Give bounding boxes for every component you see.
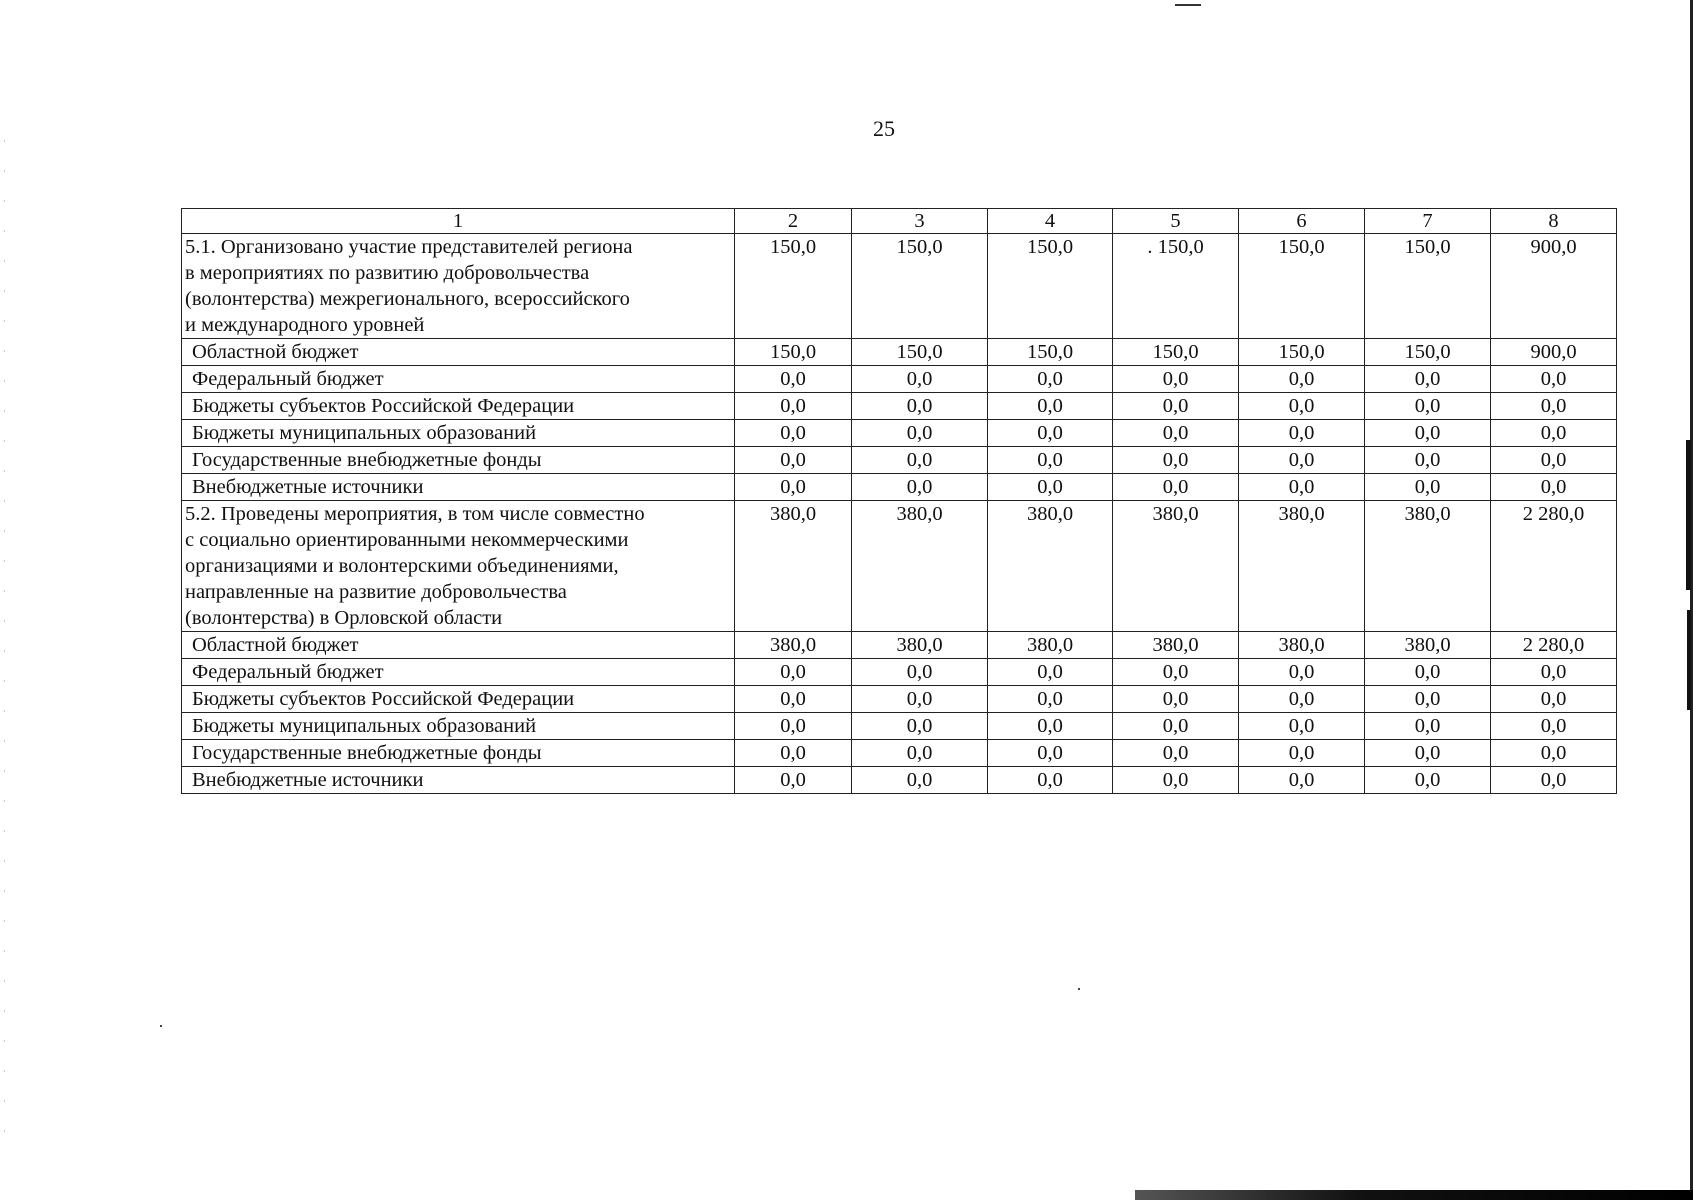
funding-source-label: Федеральный бюджет: [182, 659, 735, 686]
funding-value-cell: 150,0: [1113, 339, 1239, 366]
funding-value-cell: 0,0: [1239, 474, 1365, 501]
header-cell: 2: [735, 209, 852, 234]
funding-value-cell: 380,0: [1239, 632, 1365, 659]
header-cell: 8: [1491, 209, 1617, 234]
section-row: [182, 234, 1617, 339]
scan-dash-mark: [1175, 4, 1201, 6]
funding-value-cell: 0,0: [1113, 366, 1239, 393]
funding-value-cell: 380,0: [852, 632, 988, 659]
funding-value-cell: 0,0: [1113, 713, 1239, 740]
funding-value-cell: 0,0: [852, 420, 988, 447]
budget-table: [181, 208, 1617, 794]
funding-value-cell: 150,0: [1239, 339, 1365, 366]
funding-value-cell: 0,0: [988, 447, 1113, 474]
funding-value-cell: 0,0: [988, 420, 1113, 447]
section-value-cell: 380,0: [852, 501, 988, 632]
header-cell: 6: [1239, 209, 1365, 234]
funding-value-cell: 0,0: [1491, 740, 1617, 767]
section-row: [182, 501, 1617, 632]
funding-value-cell: 0,0: [1113, 474, 1239, 501]
funding-row: [182, 420, 1617, 447]
funding-value-cell: 0,0: [1365, 659, 1491, 686]
funding-value-cell: 0,0: [1491, 713, 1617, 740]
funding-value-cell: 0,0: [1365, 366, 1491, 393]
funding-source-label: Областной бюджет: [182, 632, 735, 659]
funding-row: [182, 767, 1617, 794]
funding-value-cell: 0,0: [735, 740, 852, 767]
funding-value-cell: 0,0: [1239, 366, 1365, 393]
funding-value-cell: 0,0: [1491, 686, 1617, 713]
funding-value-cell: 0,0: [852, 713, 988, 740]
funding-source-label: Бюджеты муниципальных образований: [182, 420, 735, 447]
funding-value-cell: 150,0: [735, 339, 852, 366]
funding-value-cell: 150,0: [852, 339, 988, 366]
funding-row: [182, 366, 1617, 393]
funding-value-cell: 380,0: [735, 632, 852, 659]
funding-row: [182, 393, 1617, 420]
funding-row: [182, 447, 1617, 474]
section-title-line: 5.2. Проведены мероприятия, в том числе совместно: [185, 503, 645, 525]
section-title-line: с социально ориентированными некоммерческими: [185, 529, 629, 551]
funding-value-cell: 0,0: [1365, 447, 1491, 474]
funding-value-cell: 0,0: [1113, 393, 1239, 420]
funding-value-cell: 0,0: [852, 740, 988, 767]
section-value-cell: 150,0: [735, 234, 852, 339]
funding-source-label: Бюджеты субъектов Российской Федерации: [182, 686, 735, 713]
funding-value-cell: 0,0: [852, 447, 988, 474]
section-title-line: и международного уровней: [185, 314, 425, 336]
scan-edge-mark: [1687, 610, 1691, 710]
funding-value-cell: 0,0: [1239, 713, 1365, 740]
section-title-cell: [182, 234, 735, 339]
funding-value-cell: 150,0: [1365, 339, 1491, 366]
funding-value-cell: 0,0: [1365, 713, 1491, 740]
funding-row: [182, 339, 1617, 366]
funding-value-cell: 0,0: [988, 740, 1113, 767]
funding-value-cell: 0,0: [988, 713, 1113, 740]
funding-row: [182, 659, 1617, 686]
funding-value-cell: 380,0: [1365, 632, 1491, 659]
scan-edge-mark: [1686, 440, 1691, 590]
funding-row: [182, 713, 1617, 740]
funding-value-cell: 2 280,0: [1491, 632, 1617, 659]
funding-value-cell: 0,0: [1113, 740, 1239, 767]
section-value-cell: . 150,0: [1113, 234, 1239, 339]
funding-source-label: Государственные внебюджетные фонды: [182, 740, 735, 767]
section-value-cell: 150,0: [1365, 234, 1491, 339]
funding-value-cell: 0,0: [735, 420, 852, 447]
section-value-cell: 380,0: [1113, 501, 1239, 632]
funding-value-cell: 0,0: [1239, 686, 1365, 713]
funding-value-cell: 0,0: [1491, 767, 1617, 794]
funding-value-cell: 0,0: [1491, 366, 1617, 393]
header-cell: 7: [1365, 209, 1491, 234]
section-title-line: организациями и волонтерскими объединениями,: [185, 555, 619, 577]
section-value-cell: 150,0: [988, 234, 1113, 339]
funding-row: [182, 740, 1617, 767]
funding-value-cell: 0,0: [1365, 740, 1491, 767]
section-title-line: направленные на развитие добровольчества: [185, 581, 567, 603]
funding-value-cell: 0,0: [735, 686, 852, 713]
funding-source-label: Областной бюджет: [182, 339, 735, 366]
funding-value-cell: 0,0: [1365, 767, 1491, 794]
page-number: 25: [873, 116, 895, 141]
funding-source-label: Бюджеты субъектов Российской Федерации: [182, 393, 735, 420]
funding-value-cell: 0,0: [852, 393, 988, 420]
funding-value-cell: 0,0: [1239, 767, 1365, 794]
header-row: [182, 209, 1617, 234]
header-cell: 3: [852, 209, 988, 234]
funding-value-cell: 150,0: [988, 339, 1113, 366]
scan-bottom-shadow: [1135, 1190, 1693, 1200]
funding-value-cell: 0,0: [852, 767, 988, 794]
header-cell: 1: [182, 209, 735, 234]
section-value-cell: 150,0: [1239, 234, 1365, 339]
funding-value-cell: 0,0: [852, 366, 988, 393]
funding-value-cell: 0,0: [988, 686, 1113, 713]
funding-value-cell: 380,0: [988, 632, 1113, 659]
funding-value-cell: 0,0: [988, 659, 1113, 686]
funding-value-cell: 0,0: [735, 474, 852, 501]
funding-value-cell: 380,0: [1113, 632, 1239, 659]
funding-value-cell: 0,0: [852, 474, 988, 501]
funding-value-cell: 0,0: [1113, 767, 1239, 794]
funding-row: [182, 474, 1617, 501]
funding-value-cell: 0,0: [1113, 686, 1239, 713]
funding-value-cell: 0,0: [1365, 474, 1491, 501]
funding-value-cell: 0,0: [735, 393, 852, 420]
funding-row: [182, 686, 1617, 713]
section-title-line: 5.1. Организовано участие представителей региона: [185, 236, 633, 258]
section-value-cell: 380,0: [1365, 501, 1491, 632]
header-cell: 5: [1113, 209, 1239, 234]
funding-value-cell: 0,0: [1113, 420, 1239, 447]
funding-value-cell: 0,0: [1491, 420, 1617, 447]
funding-source-label: Внебюджетные источники: [182, 474, 735, 501]
funding-value-cell: 0,0: [1239, 420, 1365, 447]
funding-value-cell: 0,0: [852, 686, 988, 713]
funding-value-cell: 900,0: [1491, 339, 1617, 366]
funding-value-cell: 0,0: [1239, 659, 1365, 686]
section-title-line: в мероприятиях по развитию добровольчества: [185, 262, 590, 284]
funding-value-cell: 0,0: [988, 767, 1113, 794]
funding-value-cell: 0,0: [1239, 393, 1365, 420]
funding-value-cell: 0,0: [988, 366, 1113, 393]
funding-value-cell: 0,0: [988, 474, 1113, 501]
section-value-cell: 380,0: [988, 501, 1113, 632]
scan-margin-dots: [4, 140, 5, 1140]
funding-value-cell: 0,0: [1491, 474, 1617, 501]
section-title-line: (волонтерства) межрегионального, всероссийского: [185, 288, 630, 310]
scan-speck: [160, 1025, 162, 1027]
section-value-cell: 380,0: [1239, 501, 1365, 632]
funding-source-label: Федеральный бюджет: [182, 366, 735, 393]
funding-value-cell: 0,0: [1491, 659, 1617, 686]
funding-value-cell: 0,0: [988, 393, 1113, 420]
funding-value-cell: 0,0: [735, 366, 852, 393]
funding-value-cell: 0,0: [1491, 447, 1617, 474]
funding-value-cell: 0,0: [735, 767, 852, 794]
funding-source-label: Государственные внебюджетные фонды: [182, 447, 735, 474]
funding-value-cell: 0,0: [1239, 740, 1365, 767]
funding-source-label: Бюджеты муниципальных образований: [182, 713, 735, 740]
funding-value-cell: 0,0: [735, 447, 852, 474]
funding-value-cell: 0,0: [1365, 420, 1491, 447]
funding-value-cell: 0,0: [735, 713, 852, 740]
scan-speck: [1078, 988, 1080, 990]
funding-value-cell: 0,0: [1239, 447, 1365, 474]
section-title-line: (волонтерства) в Орловской области: [185, 607, 503, 629]
section-value-cell: 380,0: [735, 501, 852, 632]
section-value-cell: 900,0: [1491, 234, 1617, 339]
section-title-cell: [182, 501, 735, 632]
funding-value-cell: 0,0: [735, 659, 852, 686]
table-body: [182, 209, 1617, 794]
funding-value-cell: 0,0: [1365, 393, 1491, 420]
funding-value-cell: 0,0: [1365, 686, 1491, 713]
section-value-cell: 2 280,0: [1491, 501, 1617, 632]
funding-value-cell: 0,0: [1491, 393, 1617, 420]
section-value-cell: 150,0: [852, 234, 988, 339]
funding-value-cell: 0,0: [1113, 447, 1239, 474]
funding-source-label: Внебюджетные источники: [182, 767, 735, 794]
funding-value-cell: 0,0: [1113, 659, 1239, 686]
funding-row: [182, 632, 1617, 659]
header-cell: 4: [988, 209, 1113, 234]
funding-value-cell: 0,0: [852, 659, 988, 686]
